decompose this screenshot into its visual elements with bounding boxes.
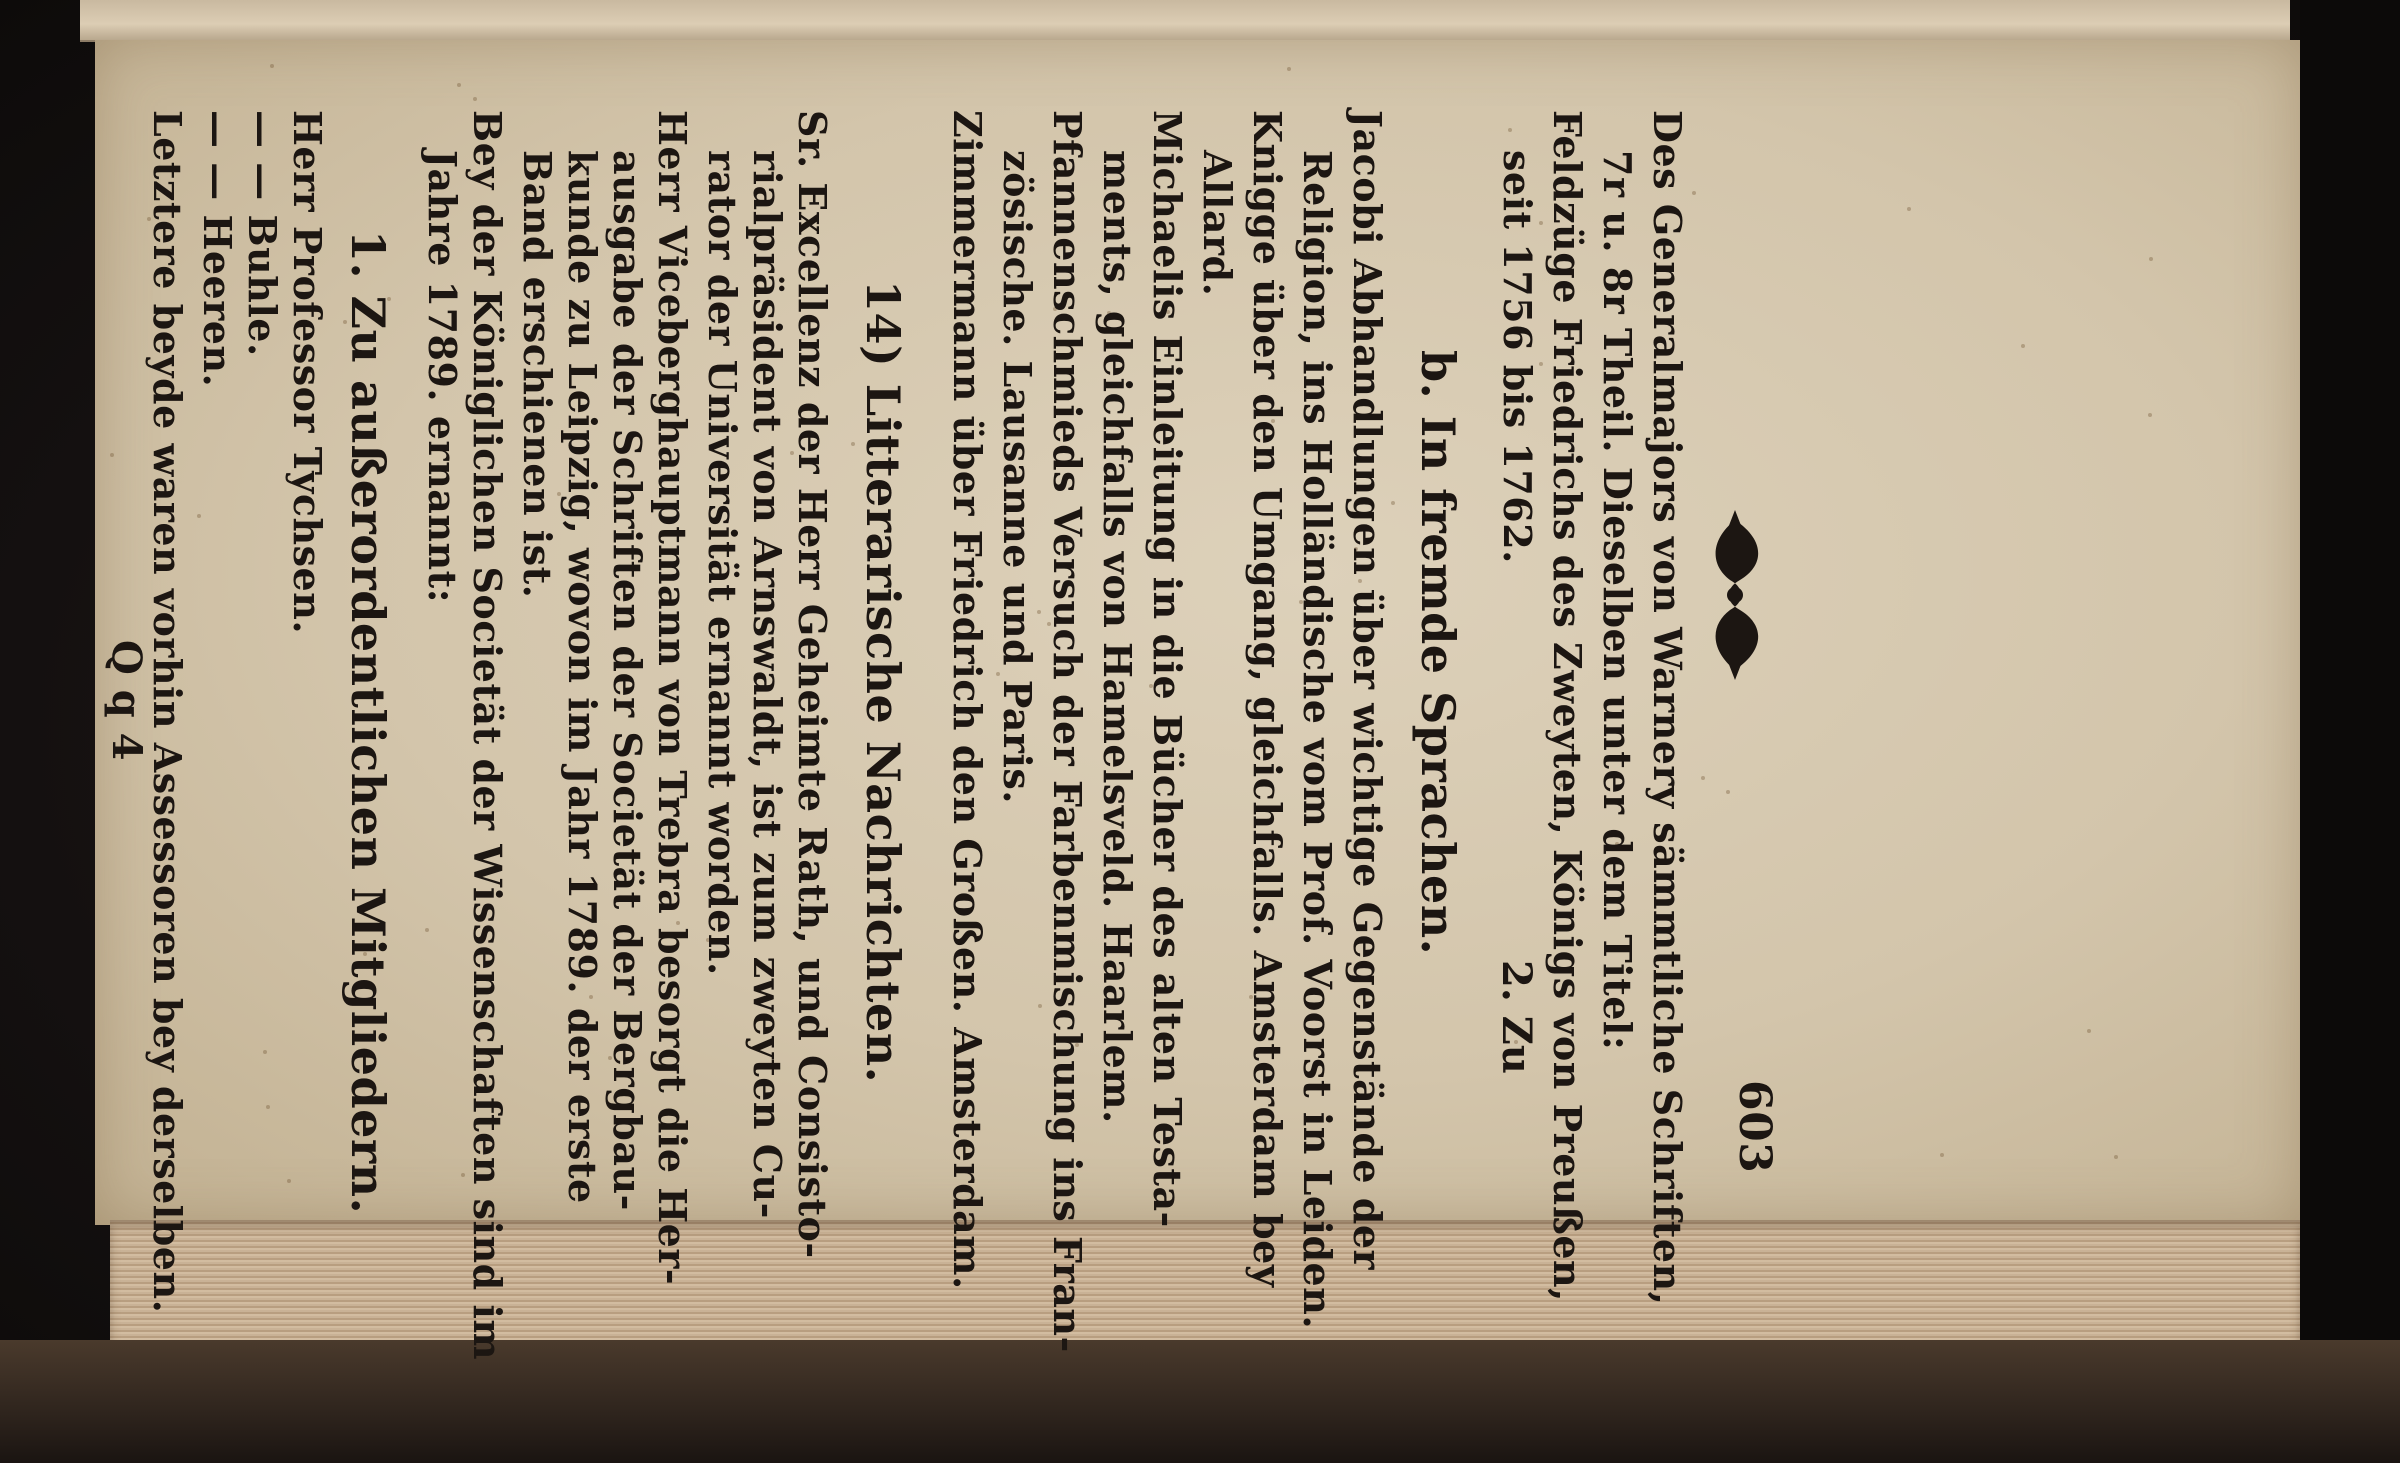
subsection-1-line-3: — — Heeren. [195, 110, 240, 388]
page-number: 603 [1729, 1080, 1780, 1174]
intro-line-3: Feldzüge Friedrichs des Zweyten, Königs von Preußen, [1545, 110, 1590, 1302]
foxing-speck [287, 1179, 291, 1183]
intro-line-2: 7r u. 8r Theil. Dieselben unter dem Titel: [1595, 150, 1640, 1051]
subsection-1-line-4: Letztere beyde waren vorhin Assessoren bey derselben. [145, 110, 190, 1314]
section-14-line-1: Sr. Excellenz der Herr Geheimte Rath, und Consisto- [790, 110, 835, 1259]
catchword: 2. Zu [1493, 960, 1540, 1074]
section-b-line-8: zösische. Lausanne und Paris. [995, 150, 1040, 805]
section-14-line-2: rialpräsident von Arnswaldt, ist zum zweyten Cu- [745, 150, 790, 1219]
section-b-line-9: Zimmermann über Friedrich den Großen. Amsterdam. [945, 110, 990, 1290]
section-b-line-1: Jacobi Abhandlungen über wichtige Gegenstände der [1345, 110, 1390, 1271]
foxing-speck [1907, 207, 1911, 211]
foxing-speck [1940, 1153, 1944, 1157]
dark-backdrop [2300, 0, 2400, 1463]
section-14-line-3: rator der Universität ernannt worden. [700, 150, 745, 976]
section-14-line-7: Band erschienen ist. [515, 150, 560, 599]
section-b-line-6: ments, gleichfalls von Hamelsveld. Haarlem. [1095, 150, 1140, 1124]
section-b-heading: b. In fremde Sprachen. [1411, 350, 1465, 956]
section-14-heading: 14) Litterarische Nachrichten. [856, 280, 910, 1084]
foxing-speck [2148, 413, 2152, 417]
foxing-speck [2114, 1155, 2118, 1159]
signature-mark: Q q 4 [103, 640, 150, 761]
fleuron-icon [1700, 510, 1770, 680]
section-14-line-9: Jahre 1789. ernannt: [420, 150, 465, 604]
section-b-line-5: Michaelis Einleitung in die Bücher des alten Testa- [1145, 110, 1190, 1228]
page-fore-edge [110, 1220, 2300, 1360]
book-cover-edge [0, 1340, 2400, 1463]
section-b-line-2: Religion, ins Holländische vom Prof. Voorst in Leiden. [1295, 150, 1340, 1330]
section-14-line-5: ausgabe der Schriften der Societät der Bergbau- [605, 150, 650, 1211]
fleuron-ornament [1700, 510, 1770, 680]
section-14-line-8: Bey der Königlichen Societät der Wissenschaften sind im [465, 110, 510, 1361]
subsection-1-heading: 1. Zu außerordentlichen Mitgliedern. [341, 230, 395, 1215]
section-14-line-6: kunde zu Leipzig, wovon im Jahr 1789. der erste [560, 150, 605, 1204]
foxing-speck [2087, 1029, 2091, 1033]
foxing-speck [270, 64, 274, 68]
foxing-speck [2149, 257, 2153, 261]
intro-line-1: Des Generalmajors von Warnery sämmtliche Schriften, [1645, 110, 1690, 1306]
section-b-line-7: Pfannenschmieds Versuch der Farbenmischung ins Fran- [1045, 110, 1090, 1353]
foxing-speck [110, 453, 114, 457]
section-b-line-4: Allard. [1195, 150, 1240, 297]
foxing-speck [1287, 67, 1291, 71]
subsection-1-line-1: Herr Professor Tychsen. [285, 110, 330, 635]
section-b-line-3: Knigge über den Umgang, gleichfalls. Amsterdam bey [1245, 110, 1290, 1288]
intro-line-4: seit 1756 bis 1762. [1495, 150, 1540, 564]
subsection-1-line-2: — — Buhle. [240, 110, 285, 357]
section-14-line-4: Herr Viceberghauptmann von Trebra besorgt die Her- [650, 110, 695, 1286]
facing-page-gutter [80, 0, 2290, 42]
foxing-speck [2021, 344, 2025, 348]
